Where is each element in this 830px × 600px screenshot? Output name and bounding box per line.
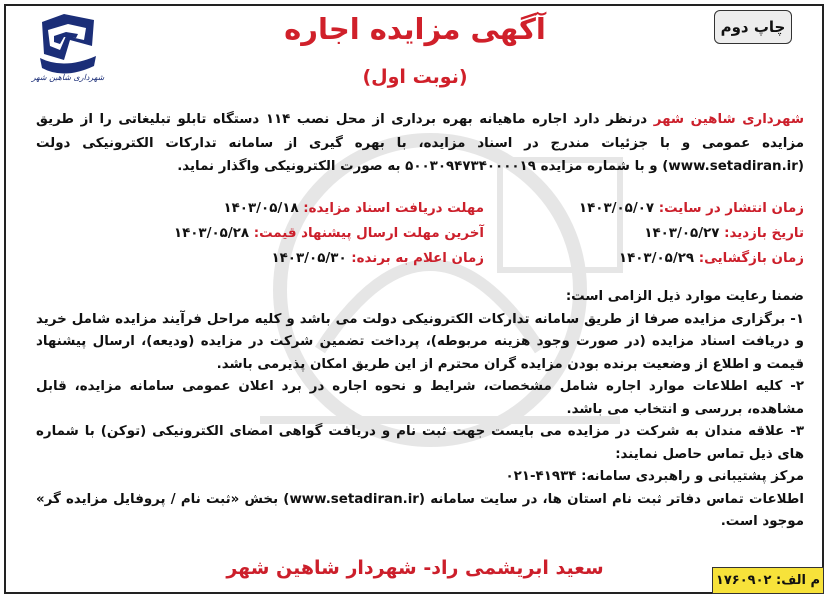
date-row <box>544 246 804 271</box>
organization-name: شهرداری شاهین شهر <box>653 112 804 127</box>
dates-column-right <box>544 196 804 271</box>
date-value: ۱۴۰۳/۰۵/۲۹ <box>618 251 695 266</box>
dates-section <box>36 196 804 274</box>
contact-text-2: ) بخش «ثبت نام / پروفایل مزایده گر» موجود است. <box>36 491 804 529</box>
dates-column-left <box>154 196 484 271</box>
date-label: آخرین مهلت ارسال پیشنهاد قیمت: <box>253 226 484 241</box>
date-value: ۱۴۰۳/۰۵/۳۰ <box>271 251 347 266</box>
intro-paragraph <box>36 108 804 179</box>
date-value: ۱۴۰۳/۰۵/۱۸ <box>223 201 299 216</box>
ad-code: م الف: ۱۷۶۰۹۰۲ <box>712 567 824 594</box>
date-label: زمان بازگشایی: <box>698 251 804 266</box>
conditions-section <box>36 286 804 534</box>
logo-caption: شهرداری شاهین شهر <box>31 73 105 82</box>
date-label: تاریخ بازدید: <box>724 226 804 241</box>
ad-subtitle: (نوبت اول) <box>362 66 468 88</box>
date-value: ۱۴۰۳/۰۵/۲۸ <box>173 226 250 241</box>
date-label: مهلت دریافت اسناد مزایده: <box>303 201 484 216</box>
date-row <box>544 196 804 221</box>
intro-text-1: درنظر دارد اجاره ماهیانه بهره برداری از محل نصب ۱۱۴ دستگاه تابلو تبلیغاتی را از طریق مزایده عمومی و با جزئیات مندرج در اسناد مزایده، با بهره گیری از سامانه تدارکات الکترونیکی دولت ( <box>36 112 804 174</box>
condition-item-1: ۱- برگزاری مزایده صرفا از طریق سامانه تدارکات الکترونیکی دولت می باشد و کلیه مراحل فرآیند مزایده شامل خرید و دریافت اسناد مزایده (در صورت وجود هزینه مربوطه)، پرداخت تضمین شرکت در مزایده (ودیعه)، ارسال پیشنهاد قیمت و اطلاع از وضعیت برنده بودن مزایده گران محترم از این طریق امکان پذیرمی باشد. <box>36 311 804 372</box>
contact-text-1: اطلاعات تماس دفاتر ثبت نام استان ها، در سایت سامانه ( <box>418 491 804 507</box>
conditions-heading: ضمنا رعایت موارد ذیل الزامی است: <box>565 289 804 304</box>
print-edition-badge: چاپ دوم <box>714 10 792 44</box>
date-row <box>544 221 804 246</box>
date-value: ۱۴۰۳/۰۵/۲۷ <box>644 226 720 241</box>
contact-info <box>36 489 804 534</box>
contact-link[interactable]: www.setadiran.ir <box>289 491 419 507</box>
condition-item-2: ۲- کلیه اطلاعات موارد اجاره شامل مشخصات، شرایط و نحوه اجاره در برد اعلان عمومی سامانه مزایده، قابل مشاهده، بررسی و انتخاب می باشد. <box>36 379 804 417</box>
signature: سعید ابریشمی راد- شهردار شاهین شهر <box>226 557 604 579</box>
date-row <box>154 246 484 271</box>
support-center: مرکز پشتیبانی و راهبردی سامانه: ۴۱۹۳۴-۰۲۱ <box>505 469 804 484</box>
date-label: زمان اعلام به برنده: <box>351 251 484 266</box>
ad-title: آگهی مزایده اجاره <box>284 12 546 46</box>
date-row <box>154 221 484 246</box>
date-value: ۱۴۰۳/۰۵/۰۷ <box>578 201 655 216</box>
date-row <box>154 196 484 221</box>
intro-text-2: ) و با شماره مزایده ۵۰۰۳۰۹۴۷۳۴۰۰۰۰۱۹ به صورت الکترونیکی واگذار نماید. <box>177 159 669 174</box>
date-label: زمان انتشار در سایت: <box>658 201 804 216</box>
setad-link[interactable]: www.setadiran.ir <box>668 159 798 174</box>
condition-item-3: ۳- علاقه مندان به شرکت در مزایده می بایست جهت ثبت نام و دریافت گواهی امضای الکترونیکی (توکن) با شماره های ذیل تماس حاصل نمایند: <box>36 424 804 462</box>
